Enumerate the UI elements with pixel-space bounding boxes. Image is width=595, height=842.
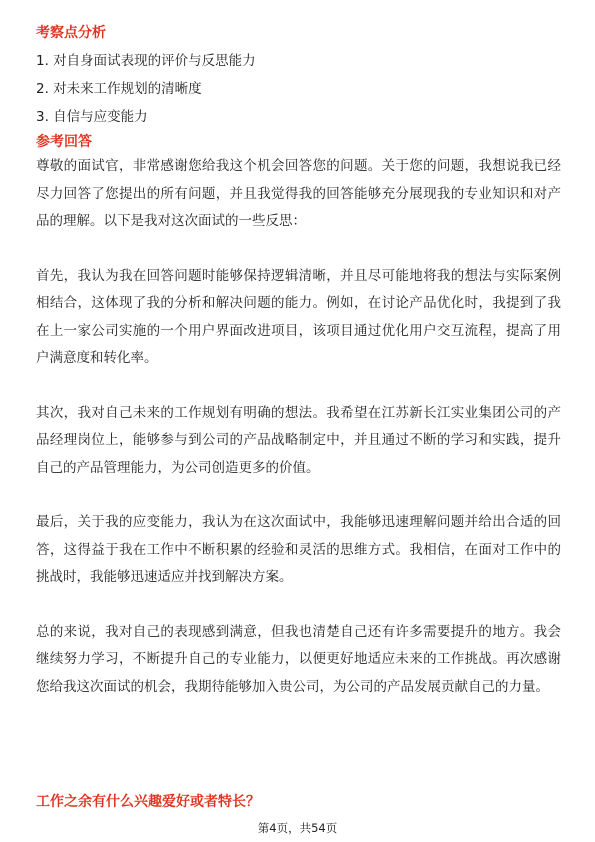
answer-paragraph-4: 最后，关于我的应变能力，我认为在这次面试中，我能够迅速理解问题并给出合适的回答，这得益于我在工作中不断积累的经验和灵活的思维方式。我相信，在面对工作中的挑战时，我能够迅速适应并找到解决方案。 xyxy=(36,514,561,585)
answer-paragraph-3: 其次，我对自己未来的工作规划有明确的想法。我希望在江苏新长江实业集团公司的产品经理岗位上，能够参与到公司的产品战略制定中，并且通过不断的学习和实践，提升自己的产品管理能力，为公司创造更多的价值。 xyxy=(36,404,561,476)
analysis-item-2: 2. 对未来工作规划的清晰度 xyxy=(36,81,202,97)
analysis-item-1: 1. 对自身面试表现的评价与反思能力 xyxy=(36,53,256,69)
next-question-heading: 工作之余有什么兴趣爱好或者特长？ xyxy=(36,794,260,810)
answer-paragraph-5: 总的来说，我对自己的表现感到满意，但我也清楚自己还有许多需要提升的地方。我会继续努力学习，不断提升自己的专业能力，以便更好地适应未来的工作挑战。再次感谢您给我这次面试的机会，我期待能够加入贵公司，为公司的产品发展贡献自己的力量。 xyxy=(36,623,561,695)
analysis-item-3: 3. 自信与应变能力 xyxy=(36,109,148,125)
answer-paragraph-2: 首先，我认为我在回答问题时能够保持逻辑清晰，并且尽可能地将我的想法与实际案例相结合，这体现了我的分析和解决问题的能力。例如，在讨论产品优化时，我提到了我在上一家公司实施的一个用户界面改进项目，该项目通过优化用户交互流程，提高了用户满意度和转化率。 xyxy=(36,267,561,366)
analysis-title: 考察点分析 xyxy=(36,25,106,41)
reference-title: 参考回答 xyxy=(36,134,92,150)
answer-paragraph-1: 尊敬的面试官，非常感谢您给我这个机会回答您的问题。关于您的问题，我想说我已经尽力回答了您提出的所有问题，并且我觉得我的回答能够充分展现我的专业知识和对产品的理解。以下是我对这次面试的一些反思： xyxy=(36,158,561,229)
analysis-list xyxy=(36,47,561,131)
reference-answer xyxy=(36,153,561,701)
page-number: 第4页，共54页 xyxy=(257,821,338,835)
page-content xyxy=(36,22,561,701)
